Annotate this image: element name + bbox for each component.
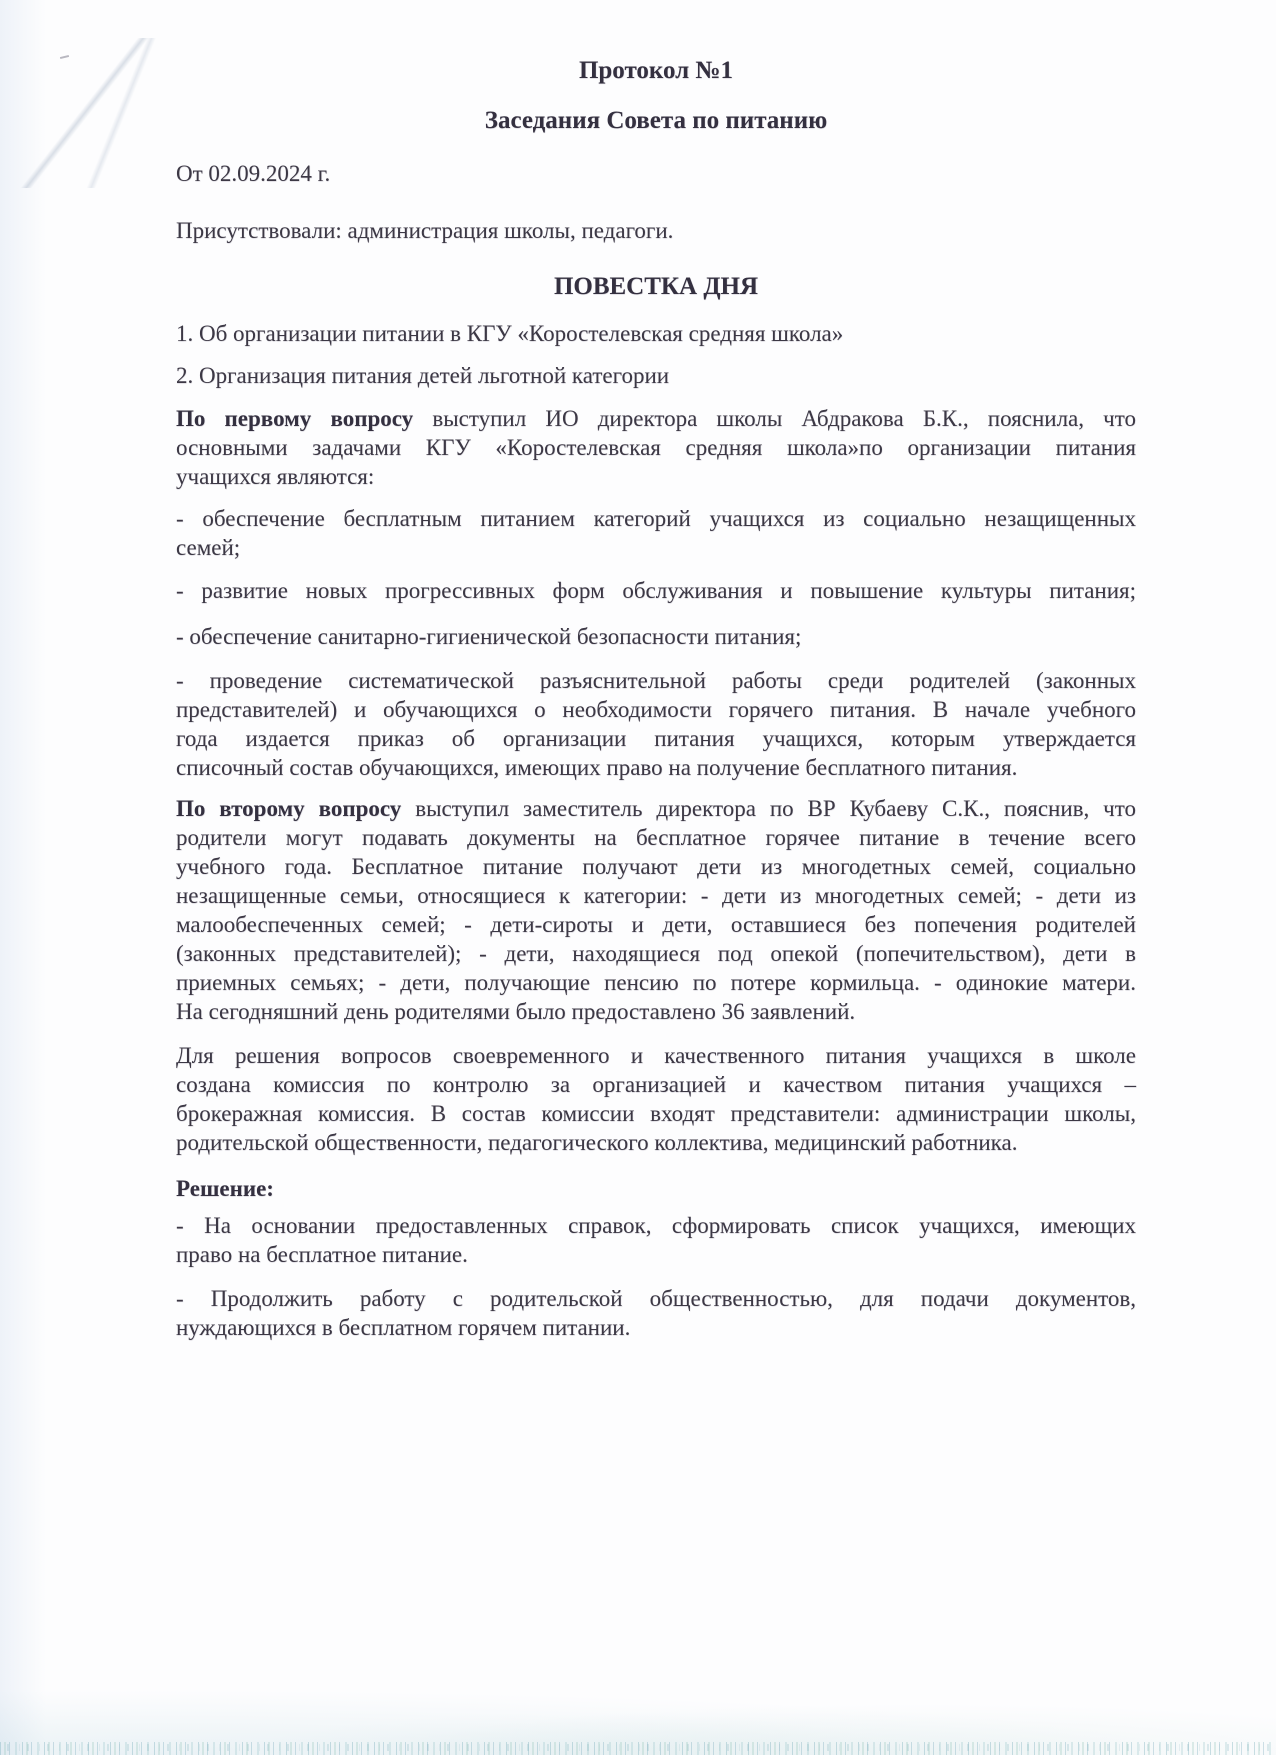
- bullet-sanitary-safety: - обеспечение санитарно-гигиенической безопасности питания;: [176, 624, 802, 649]
- bold-lead: По первому вопросу: [176, 406, 414, 431]
- paragraph-commission: [176, 1041, 1136, 1157]
- line-text: выступил заместитель директора по ВР Кубаеву С.К., пояснив, что: [401, 796, 1136, 821]
- text-line: нуждающихся в бесплатном горячем питании.: [176, 1315, 631, 1340]
- text-line: брокеражная комиссия. В состав комиссии входят представители: администрации школы,: [176, 1101, 1136, 1126]
- line-text: выступил ИО директора школы Абдракова Б.К., пояснила, что: [413, 406, 1136, 431]
- scan-noise-wash: [0, 1660, 1276, 1755]
- text-line: приемных семьях; - дети, получающие пенсию по потере кормильца. - одинокие матери.: [176, 970, 1136, 995]
- text-line: малообеспеченных семей; - дети-сироты и дети, оставшиеся без попечения родителей: [176, 912, 1136, 937]
- decision-item-1: [176, 1211, 1136, 1269]
- text-line: [176, 794, 1136, 823]
- text-line: представителей) и обучающихся о необходимости горячего питания. В начале учебного: [176, 697, 1136, 722]
- agenda-heading: ПОВЕСТКА ДНЯ: [553, 273, 759, 300]
- text-line: право на бесплатное питание.: [176, 1242, 468, 1267]
- paragraph-question-1: [176, 404, 1136, 491]
- agenda-item-2: 2. Организация питания детей льготной категории: [176, 363, 670, 388]
- bullet-free-meals: [176, 504, 1136, 562]
- text-line: родительской общественности, педагогического коллектива, медицинский работника.: [176, 1130, 1018, 1155]
- attendees-line: Присутствовали: администрация школы, педагоги.: [176, 218, 674, 243]
- text-line: - Продолжить работу с родительской общественностью, для подачи документов,: [176, 1286, 1136, 1311]
- text-line: родители могут подавать документы на бесплатное горячее питание в течение всего: [176, 825, 1136, 850]
- document-subtitle: Заседания Совета по питанию: [484, 107, 828, 134]
- text-line: - На основании предоставленных справок, сформировать список учащихся, имеющих: [176, 1213, 1136, 1238]
- bullet-outreach-work: [176, 666, 1136, 782]
- date-line: От 02.09.2024 г.: [176, 161, 331, 186]
- text-line: (законных представителей); - дети, находящиеся под опекой (попечительством), дети в: [176, 941, 1136, 966]
- decision-item-2: [176, 1284, 1136, 1342]
- text-line: незащищенные семьи, относящиеся к категории: - дети из многодетных семей; - дети из: [176, 883, 1136, 908]
- bold-lead: По второму вопросу: [176, 796, 402, 821]
- scan-noise-speckle: [0, 1744, 1276, 1751]
- text-line: года издается приказ об организации питания учащихся, которым утверждается: [176, 726, 1136, 751]
- text-line: основными задачами КГУ «Коростелевская средняя школа»по организации питания: [176, 435, 1136, 460]
- text-line: списочный состав обучающихся, имеющих право на получение бесплатного питания.: [176, 755, 1018, 780]
- text-line: учебного года. Бесплатное питание получают дети из многодетных семей, социально: [176, 854, 1136, 879]
- paper-crease-mark: [4, 38, 174, 188]
- text-line: - проведение систематической разъяснительной работы среди родителей (законных: [176, 668, 1136, 693]
- agenda-item-1: 1. Об организации питании в КГУ «Коростелевская средняя школа»: [176, 321, 844, 346]
- bullet-service-culture: - развитие новых прогрессивных форм обслуживания и повышение культуры питания;: [176, 578, 1136, 603]
- document-title: Протокол №1: [578, 57, 734, 84]
- text-line: [176, 404, 1136, 433]
- paragraph-question-2: [176, 794, 1136, 1026]
- pencil-dash-mark: [60, 55, 69, 59]
- decision-heading: Решение:: [176, 1176, 274, 1201]
- scan-noise-bottom-edge: [0, 1742, 1276, 1755]
- scan-edge-tint: [0, 0, 46, 1755]
- text-line: учащихся являются:: [176, 464, 375, 489]
- text-line: семей;: [176, 535, 241, 560]
- text-line: создана комиссия по контролю за организацией и качеством питания учащихся –: [176, 1072, 1136, 1097]
- document-body: [176, 56, 1136, 1342]
- text-line: - обеспечение бесплатным питанием категорий учащихся из социально незащищенных: [176, 506, 1136, 531]
- text-line: Для решения вопросов своевременного и качественного питания учащихся в школе: [176, 1043, 1136, 1068]
- text-line: На сегодняшний день родителями было предоставлено 36 заявлений.: [176, 999, 856, 1024]
